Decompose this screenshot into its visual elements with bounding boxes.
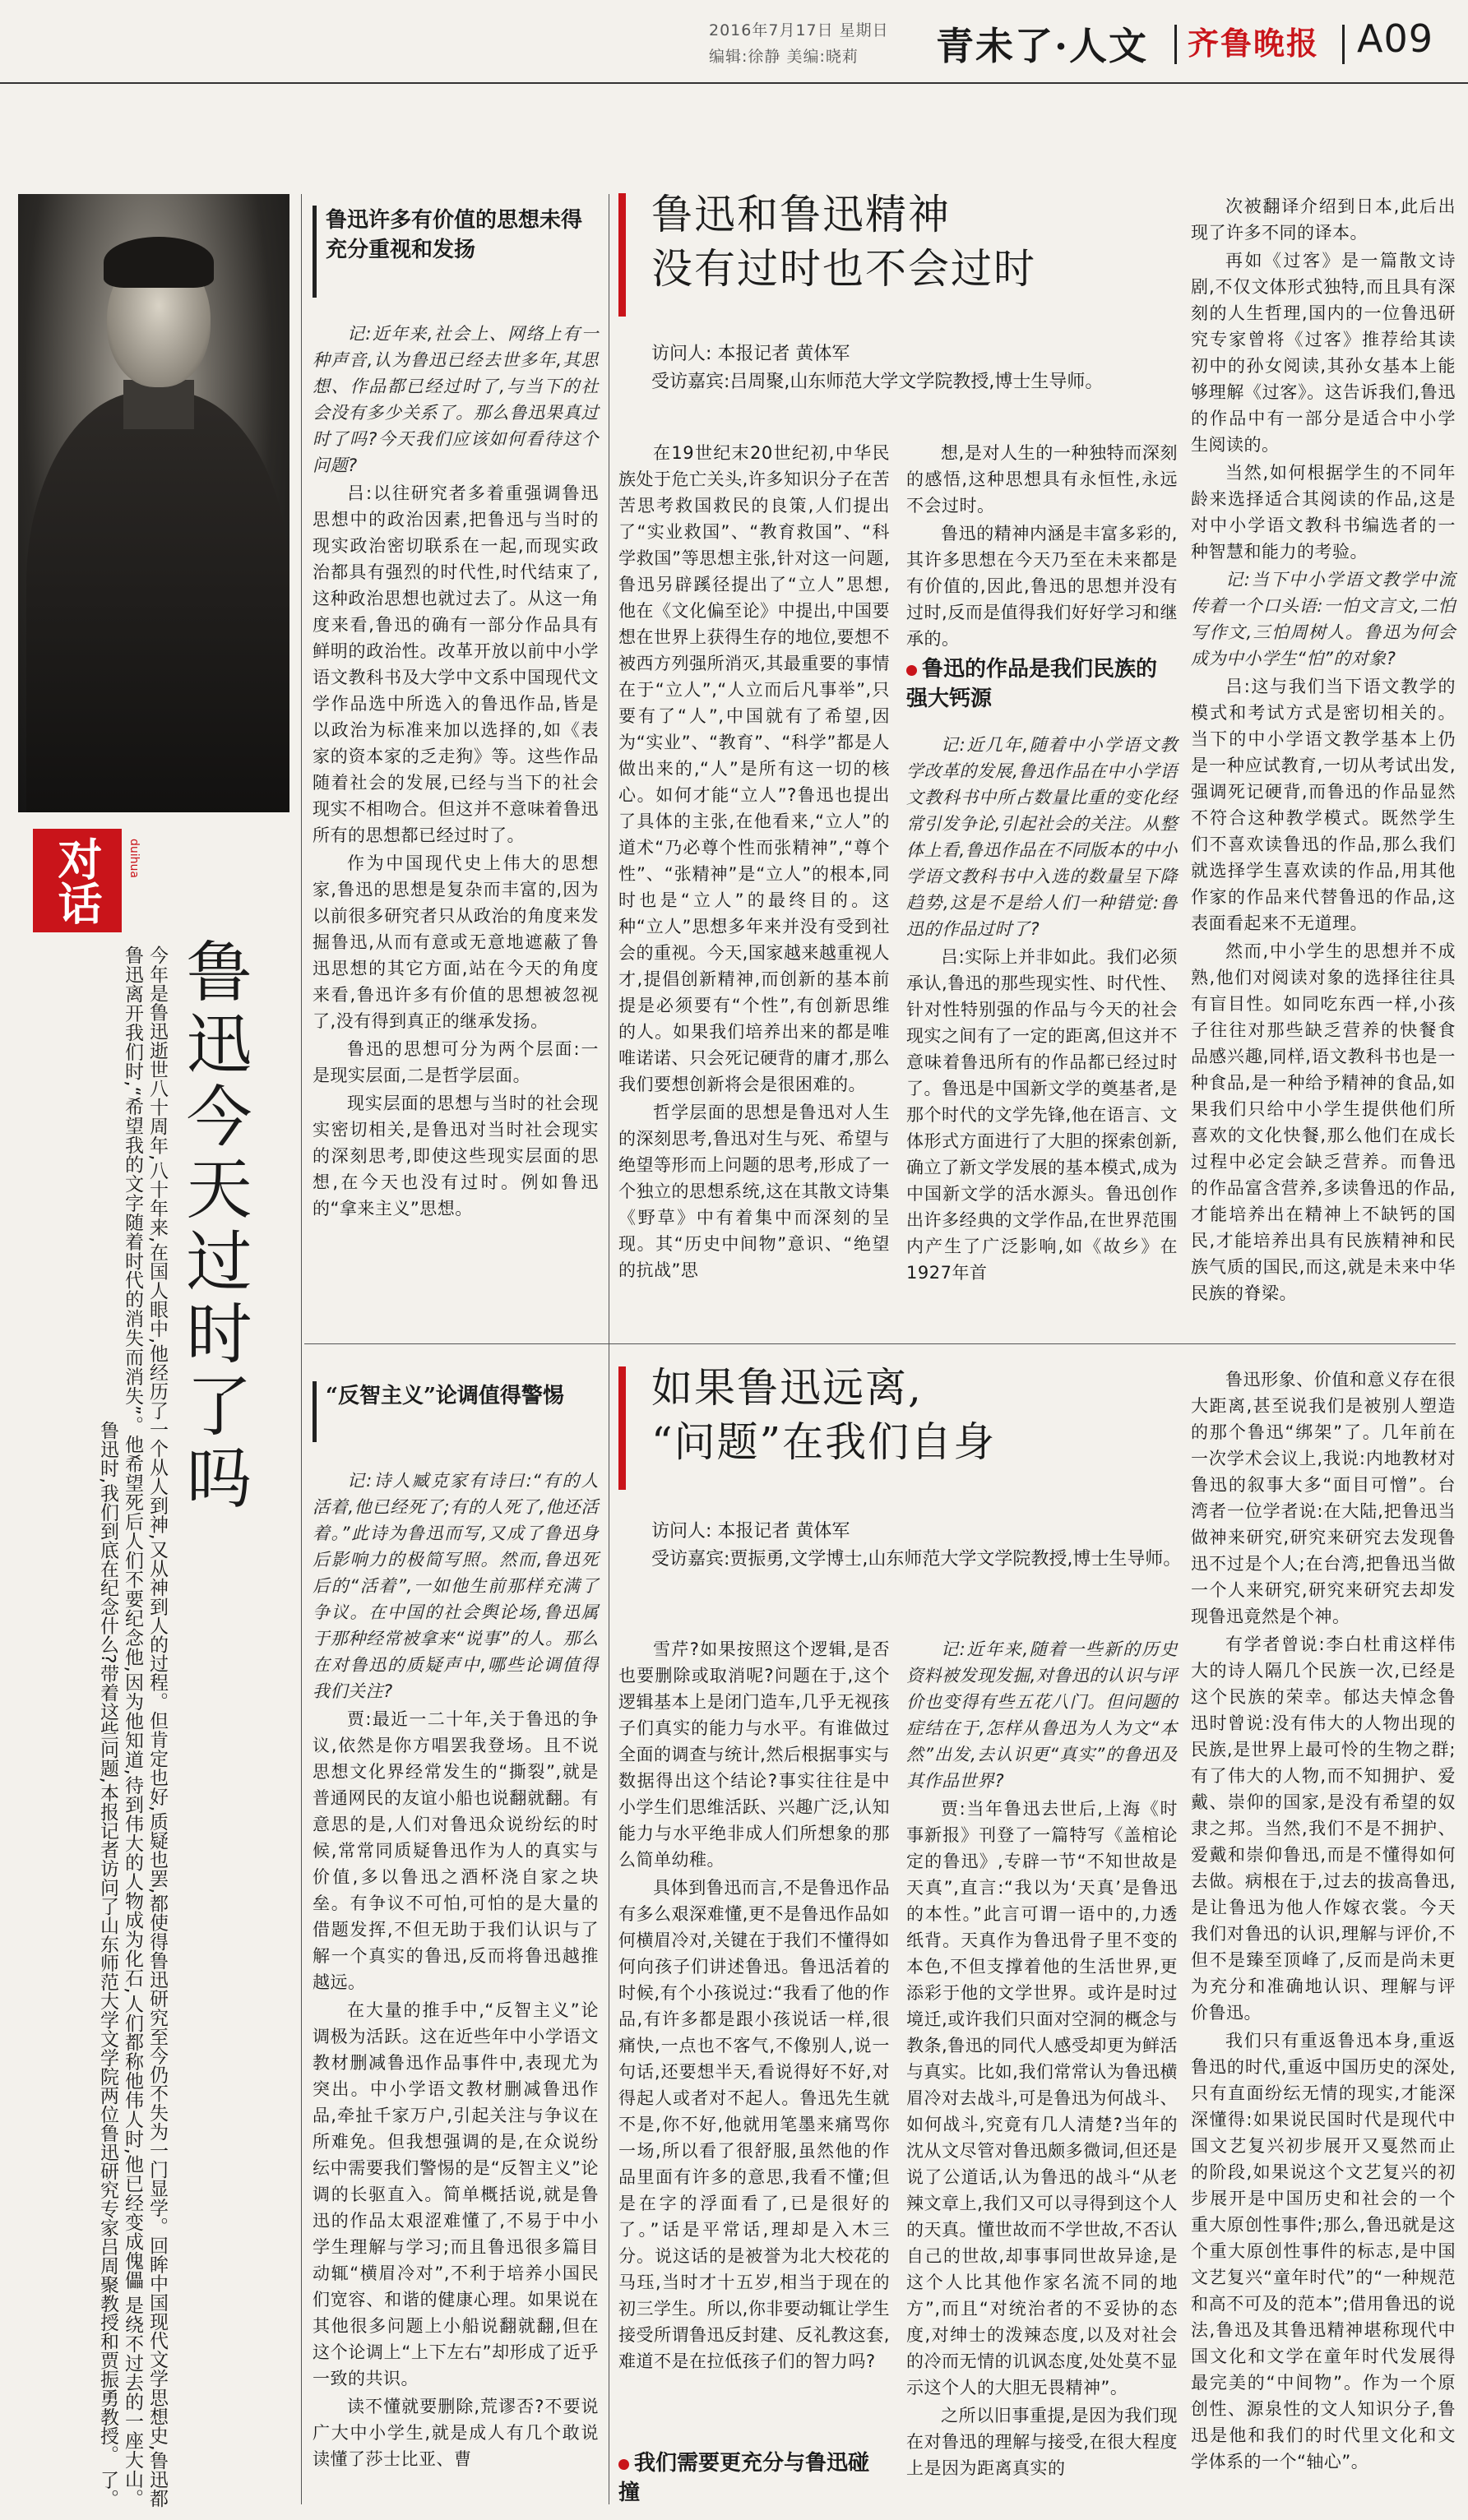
intro-paragraph: 鲁迅时,我们到底在纪念什么?带着这些问题,本报记者访问了山东师范大学文学院两位鲁迅研究专家吕周聚教授和贾振勇教授。: [97, 1420, 118, 2464]
paragraph: 雪芹?如果按照这个逻辑,是否也要删除或取消呢?问题在于,这个逻辑基本上是闭门造车,几乎无视孩子们真实的能力与水平。有谁做过全面的调查与统计,然后根据事实与数据得出这个结论?事实往往是中小学生们思维活跃、兴趣广泛,认知能力与水平绝非成人们所想象的那么简单幼稚。: [618, 1639, 890, 1870]
intro-paragraph: 今年是鲁迅逝世八十周年,八十年来,在国人眼中,他经历了一个从人到神,又从神到人的过程。但肯定也好,质疑也罢,都使得鲁迅研究至今仍不失为一门显学。回眸中国现代文学思想史,鲁迅都是绕不过去的一座大山。: [122, 946, 168, 2508]
article1-title-line1: 鲁迅和鲁迅精神: [651, 191, 951, 238]
answer: 在大量的推手中,“反智主义”论调极为活跃。这在近些年中小学语文教材删减鲁迅作品事件中,表现尤为突出。中小学语文教材删减鲁迅作品,牵扯千家万户,引起关注与争议在所难免。但我想强调的是,在众说纷纭中需要我们警惕的是“反智主义”论调的长驱直入。简单概括说,就是鲁迅的作品太艰涩难懂了,不易于中小学生理解与学习;而且鲁迅很多篇目动辄“横眉冷对”,不利于培养小国民们宽容、和谐的健康心理。如果说在其他很多问题上小船说翻就翻,但在这个论调上“上下左右”却形成了近乎一致的共识。: [313, 2000, 599, 2388]
lu-xun-portrait: [18, 194, 289, 812]
article2-title: [651, 1361, 1178, 1469]
title-bar: [618, 193, 626, 317]
answer: 吕:以往研究者多着重强调鲁迅思想中的政治因素,把鲁迅与当时的现实政治密切联系在一起,而现实政治都具有强烈的时代性,时代结束了,这种政治思想也就过去了。从这一角度来看,鲁迅的确有一部分作品具有鲜明的政治性。改革开放以前中小学语文教科书及大学中文系中国现代文学作品选中所选入的鲁迅作品,皆是以政治为标准来加以选择的,如《表家的资本家的乏走狗》等。这些作品随着社会的发展,已经与当下的社会现实不相吻合。但这并不意味着鲁迅所有的思想都已经过时了。: [313, 483, 599, 845]
question: 记:近年来,社会上、网络上有一种声音,认为鲁迅已经去世多年,其思想、作品都已经过时了,与当下的社会没有多少关系了。那么鲁迅果真过时了吗?今天我们应该如何看待这个问题?: [313, 324, 599, 475]
dialogue-label-pinyin: duihua: [127, 839, 141, 878]
question: 记:当下中小学语文教学中流传着一个口头语:一怕文言文,二怕写作文,三怕周树人。鲁迅为何会成为中小学生“怕”的对象?: [1191, 570, 1456, 668]
left-subhead: 鲁迅许多有价值的思想未得充分重视和发扬: [326, 208, 583, 262]
article1-subhead: 鲁迅的作品是我们民族的强大钙源: [906, 657, 1158, 711]
article2-col1: [618, 1636, 890, 2376]
left-subhead-2: “反智主义”论调值得警惕: [326, 1384, 564, 1408]
paragraph: 在19世纪末20世纪初,中华民族处于危亡关头,许多知识分子在苦苦思考救国救民的良策,人们提出了“实业救国”、“教育救国”、“科学救国”等思想主张,针对这一问题,鲁迅另辟蹊径提出了“立人”思想,他在《文化偏至论》中提出,中国要想在世界上获得生存的地位,要想不被西方列强所消灭,其最重要的事情在于“立人”,“人立而后凡事举”,只要有了“人”,中国就有了希望,因为“实业”、“教育”、“科学”都是人做出来的,“人”是所有这一切的核心。如何才能“立人”?鲁迅也提出了具体的主张,在他看来,“立人”的道术“乃必尊个性而张精神”,“尊个性”、“张精神”是“立人”的根本,同时也是“立人”的最终目的。这种“立人”思想多年来并没有受到社会的重视。今天,国家越来越重视人才,提倡创新精神,而创新的基本前提是必须要有“个性”,有创新思维的人。如果我们培养出来的都是唯唯诺诺、只会死记硬背的庸才,那么我们要想创新将会是很困难的。: [618, 443, 890, 1094]
interviewer: 访问人: 本报记者 黄体军: [651, 344, 850, 364]
article1-col3: [1191, 193, 1456, 1308]
guest: 受访嘉宾:吕周聚,山东师范大学文学院教授,博士生导师。: [651, 372, 1104, 392]
subhead-bar: [313, 1381, 317, 1442]
article1-title-line2: 没有过时也不会过时: [651, 245, 1036, 293]
bullet-icon: [906, 665, 917, 676]
title-bar: [618, 1366, 626, 1490]
feature-intro: [25, 946, 169, 2508]
answer: 读不懂就要删除,荒谬否?不要说广大中小学生,就是成人有几个敢说读懂了莎士比亚、曹: [313, 2397, 599, 2469]
paragraph: 哲学层面的思想是鲁迅对人生的深刻思考,鲁迅对生与死、希望与绝望等形而上问题的思考,形成了一个独立的思想系统,这在其散文诗集《野草》中有着集中而深刻的呈现。其“历史中间物”意识、“绝望的抗战”思: [618, 1103, 890, 1280]
answer: 吕:这与我们当下语文教学的模式和考试方式是密切相关的。当下的中小学语文教学基本上仍是一种应试教育,一切从考试出发,强调死记硬背,而鲁迅的作品显然不符合这种教学模式。既然学生们不喜欢读鲁迅的作品,那么我们就选择学生喜欢读的作品,用其他作家的作品来代替鲁迅的作品,这表面看起来不无道理。: [1191, 677, 1456, 933]
question: 记:诗人臧克家有诗曰:“有的人活着,他已经死了;有的人死了,他还活着。”此诗为鲁迅而写,又成了鲁迅身后影响力的极简写照。然而,鲁迅死后的“活着”,一如他生前那样充满了争议。在中国的社会舆论场,鲁迅属于那种经常被拿来“说事”的人。那么在对鲁迅的质疑声中,哪些论调值得我们关注?: [313, 1471, 599, 1701]
answer: 之所以旧事重提,是因为我们现在对鲁迅的理解与接受,在很大程度上是因为距离真实的: [906, 2406, 1178, 2478]
paragraph: 鲁迅形象、价值和意义存在很大距离,甚至说我们是被别人塑造的那个鲁迅“绑架”了。几年前在一次学术会议上,我说:内地教材对鲁迅的叙事大多“面目可憎”。台湾者一位学者说:在大陆,把鲁迅当做神来研究,研究来研究去发现鲁迅不过是个人;在台湾,把鲁迅当做一个人来研究,研究来研究去却发现鲁迅竟然是个神。: [1191, 1370, 1456, 1626]
answer: 贾:当年鲁迅去世后,上海《时事新报》刊登了一篇特写《盖棺论定的鲁迅》,专辟一节“不知世故是天真”,直言:“我以为‘天真’是鲁迅的本性。”此言可谓一语中的,力透纸背。天真作为鲁迅骨子里不变的本色,不但支撑着他的生活世界,更添彩于他的文学世界。或许是时过境迁,或许我们只面对空洞的概念与教条,鲁迅的同代人感受却更为鲜活与真实。比如,我们常常认为鲁迅横眉冷对去战斗,可是鲁迅为何战斗、如何战斗,究竟有几人清楚?当年的沈从文尽管对鲁迅颇多微词,但还是说了公道话,认为鲁迅的战斗“从老辣文章上,我们又可以寻得到这个人的天真。懂世故而不学世故,不否认自己的世故,却事事同世故异途,是这个人比其他作家名流不同的地方”,而且“对统治者的不妥协的态度,对绅士的泼辣态度,以及对社会的冷而无情的讥讽态度,处处莫不显示这个人的大胆无畏精神”。: [906, 1799, 1178, 2397]
paragraph: 再如《过客》是一篇散文诗剧,不仅文体形式独特,而且具有深刻的人生哲理,国内的一位鲁迅研究专家曾将《过客》推荐给其读初中的孙女阅读,其孙女基本上能够理解《过客》。这告诉我们,鲁迅的作品中有一部分是适合中小学生阅读的。: [1191, 251, 1456, 455]
article1-title: [651, 187, 1178, 296]
column-rule: [301, 194, 302, 2504]
interviewer: 访问人: 本报记者 黄体军: [651, 1521, 850, 1542]
header-rule: [0, 82, 1468, 84]
section-divider: [304, 1343, 1456, 1344]
paragraph: 次被翻译介绍到日本,此后出现了许多不同的译本。: [1191, 197, 1456, 243]
header-divider: [1174, 25, 1177, 64]
article2-title-line1: 如果鲁迅远离,: [651, 1364, 923, 1412]
guest: 受访嘉宾:贾振勇,文学博士,山东师范大学文学院教授,博士生导师。: [651, 1549, 1182, 1570]
left-column-text: [313, 321, 599, 1223]
paragraph: 鲁迅的精神内涵是丰富多彩的,其许多思想在今天乃至在未来都是有价值的,因此,鲁迅的思想并没有过时,反而是值得我们好好学习和继承的。: [906, 524, 1178, 649]
paragraph: 想,是对人生的一种独特而深刻的感悟,这种思想具有永恒性,永远不会过时。: [906, 443, 1178, 516]
question: 记:近年来,随着一些新的历史资料被发现发掘,对鲁迅的认识与评价也变得有些五花八门。但问题的症结在于,怎样从鲁迅为人为文“本然”出发,去认识更“真实”的鲁迅及其作品世界?: [906, 1639, 1178, 1791]
answer: 现实层面的思想与当时的社会现实密切相关,是鲁迅对当时社会现实的深刻思考,即使这些现实层面的思想,在今天也没有过时。例如鲁迅的“拿来主义”思想。: [313, 1094, 599, 1218]
answer: 吕:实际上并非如此。我们必须承认,鲁迅的那些现实性、时代性、针对性特别强的作品与今天的社会现实之间有了一定的距离,但这并不意味着鲁迅所有的作品都已经过时了。鲁迅是中国新文学的奠基者,是那个时代的文学先锋,他在语言、文体形式方面进行了大胆的探索创新,确立了新文学发展的基本模式,成为中国新文学的活水源头。鲁迅创作出许多经典的文学作品,在世界范围内产生了广泛影响,如《故乡》在1927年首: [906, 947, 1178, 1283]
section-title: 青未了·人文: [936, 24, 1149, 68]
issue-date: 2016年7月17日 星期日: [709, 21, 889, 39]
paragraph: 有学者曾说:李白杜甫这样伟大的诗人隔几个民族一次,已经是这个民族的荣幸。郁达夫悼念鲁迅时曾说:没有伟大的人物出现的民族,是世界上最可怜的生物之群;有了伟大的人物,而不知拥护、爱戴、崇仰的国家,是没有希望的奴隶之邦。当然,我们不是不拥护、爱戴和崇仰鲁迅,而是不懂得如何去做。病根在于,过去的拔高鲁迅,是让鲁迅为他人作嫁衣裳。今天我们对鲁迅的认识,理解与评价,不但不是臻至顶峰了,反而是尚未更为充分和准确地认识、理解与评价鲁迅。: [1191, 1635, 1456, 2023]
dialogue-label: 对话: [33, 829, 122, 932]
answer: 贾:最近一二十年,关于鲁迅的争议,依然是你方唱罢我登场。且不说思想文化界经常发生的“撕裂”,就是普通网民的友谊小船也说翻就翻。有意思的是,人们对鲁迅众说纷纭的时候,常常同质疑鲁迅作为人的真实与价值,多以鲁迅之酒杯浇自家之块垒。有争议不可怕,可怕的是大量的借题发挥,不但无助于我们认识与了解一个真实的鲁迅,反而将鲁迅越推越远。: [313, 1709, 599, 1992]
article2-subhead: 我们需要更充分与鲁迅碰撞: [618, 2451, 870, 2505]
answer: 然而,中小学生的思想并不成熟,他们对阅读对象的选择往往具有盲目性。如同吃东西一样,小孩子往往对那些缺乏营养的快餐食品感兴趣,同样,语文教科书也是一种食品,是一种给予精神的食品,如果我们只给中小学生提供他们所喜欢的文化快餐,那么他们在成长过程中必定会缺乏营养。而鲁迅的作品富含营养,多读鲁迅的作品,才能培养出在精神上不缺钙的国民,才能培养出具有民族精神和民族气质的国民,而这,就是未来中华民族的脊梁。: [1191, 941, 1456, 1303]
left-column2-text: [313, 1468, 599, 2474]
paragraph: 我们只有重返鲁迅本身,重返鲁迅的时代,重返中国历史的深处,只有直面纷纭无情的现实,才能深深懂得:如果说民国时代是现代中国文艺复兴初步展开又戛然而止的阶段,如果说这个文艺复兴的初步展开是中国历史和社会的一个重大原创性事件;那么,鲁迅就是这个重大原创性事件的标志,是中国文艺复兴“童年时代”的“一种规范和高不可及的范本”;借用鲁迅的说法,鲁迅及其鲁迅精神堪称现代中国文化和文学在童年时代发展得最完美的“中间物”。作为一个原创性、源泉性的文人知识分子,鲁迅是他和我们的时代里文化和文学体系的一个“轴心”。: [1191, 2031, 1456, 2471]
article1-col2b: [906, 732, 1178, 1288]
paragraph: 具体到鲁迅而言,不是鲁迅作品有多么艰深难懂,更不是鲁迅作品如何横眉冷对,关键在于我们不懂得如何向孩子们讲述鲁迅。鲁迅活着的时候,有个小孩说过:“我看了他的作品,有许多都是跟小孩说话一样,很痛快,一点也不客气,不像别人,说一句话,还要想半天,看说得好不好,对得起人或者对不起人。鲁迅先生就不是,你不好,他就用笔墨来痛骂你一场,所以看了很舒服,虽然他的作品里面有许多的意思,我看不懂;但是在字的浮面看了,已是很好的了。”话是平常话,理却是入木三分。说这话的是被誉为北大校花的马珏,当时才十五岁,相当于现在的初三学生。所以,你非要动辄让学生接受所谓鲁迅反封建、反礼教这套,难道不是在拉低孩子们的智力吗?: [618, 1878, 890, 2371]
answer: 鲁迅的思想可分为两个层面:一是现实层面,二是哲学层面。: [313, 1039, 599, 1085]
article1-col1: [618, 440, 890, 1285]
answer: 作为中国现代史上伟大的思想家,鲁迅的思想是复杂而丰富的,因为以前很多研究者只从政治的角度来发掘鲁迅,从而有意或无意地遮蔽了鲁迅思想的其它方面,站在今天的角度来看,鲁迅许多有价值的思想被忽视了,没有得到真正的继承发扬。: [313, 853, 599, 1031]
subhead-bar: [313, 206, 317, 298]
feature-title: 鲁迅今天过时了吗: [175, 937, 252, 1516]
paragraph: 当然,如何根据学生的不同年龄来选择适合其阅读的作品,这是对中小学语文教科书编选者的一种智慧和能力的考验。: [1191, 463, 1456, 562]
header-divider: [1342, 25, 1345, 64]
page-number: A09: [1357, 16, 1434, 61]
article1-col2: [906, 440, 1178, 654]
question: 记:近几年,随着中小学语文教学改革的发展,鲁迅作品在中小学语文教科书中所占数量比重的变化经常引发争论,引起社会的关注。从整体上看,鲁迅作品在不同版本的中小学语文教科书中入选的数量呈下降趋势,这是不是给人们一种错觉:鲁迅的作品过时了?: [906, 735, 1178, 939]
newspaper-logo: 齐鲁晚报: [1188, 25, 1320, 62]
bullet-icon: [618, 2459, 629, 2470]
article2-credits: [651, 1518, 1186, 1574]
editor-credits: 编辑:徐静 美编:晓莉: [709, 48, 859, 66]
article2-col3: [1191, 1366, 1456, 2476]
article2-col2: [906, 1636, 1178, 2483]
article1-credits: [651, 340, 1186, 396]
article2-title-line2: “问题”在我们自身: [651, 1418, 997, 1466]
intro-paragraph: 鲁迅离开我们时,“希望我的文字随着时代的消失而消失”。他希望死后人们不要纪念他,因为他知道,待到伟大的人物成为化石,人们都称他伟人时,他已经变成傀儡了。: [97, 946, 143, 2508]
